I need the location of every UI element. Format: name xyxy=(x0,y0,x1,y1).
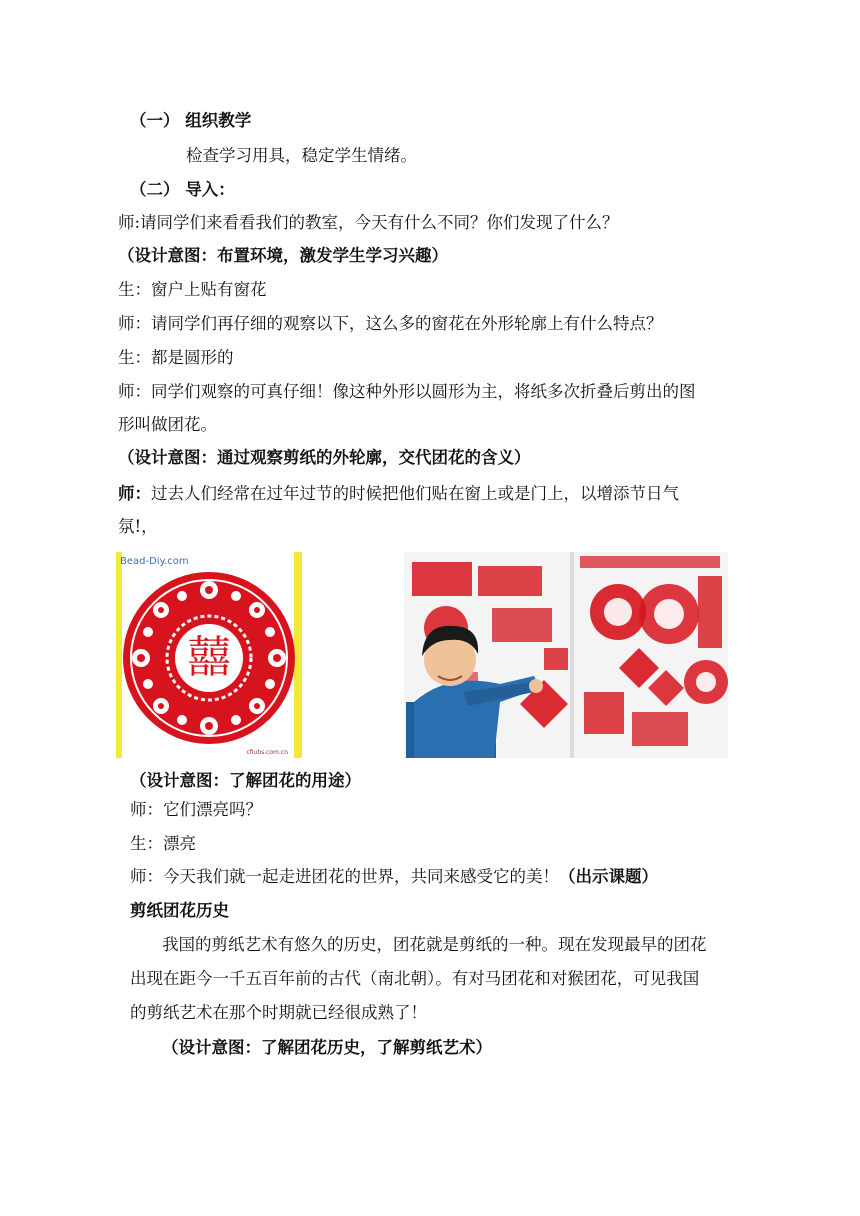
design-intent-4: （设计意图：了解团花历史，了解剪纸艺术） xyxy=(162,1038,492,1057)
watermark-top: Bead-Diy.com xyxy=(120,556,189,567)
teacher-line-3a: 师：同学们观察的可真仔细！像这种外形以圆形为主，将纸多次折叠后剪出的图 xyxy=(118,382,696,401)
teacher-line-2: 师：请同学们再仔细的观察以下，这么多的窗花在外形轮廓上有什么特点？ xyxy=(118,314,663,333)
paper-cut-wall-photo xyxy=(404,552,728,758)
section-title-intro: （二） 导入： xyxy=(130,180,235,199)
teacher-line-6-text: 师：今天我们就一起走进团花的世界，共同来感受它的美！ xyxy=(130,867,559,886)
design-intent-3: （设计意图：了解团花的用途） xyxy=(130,771,361,790)
student-line-2: 生：都是圆形的 xyxy=(118,348,234,367)
double-happiness-icon: 囍 xyxy=(187,632,231,683)
paper-cut-image-left xyxy=(116,552,302,758)
teacher-line-6 xyxy=(130,866,658,888)
student-line-3: 生：漂亮 xyxy=(130,834,196,853)
teacher-line-4a-text: 过去人们经常在过年过节的时候把他们贴在窗上或是门上，以增添节日气 xyxy=(151,484,679,503)
teacher-label: 师： xyxy=(118,484,151,503)
student-line-1: 生：窗户上贴有窗花 xyxy=(118,280,267,299)
watermark-bottom: cfiubs.com.cn xyxy=(246,749,288,756)
teacher-line-5: 师：它们漂亮吗？ xyxy=(130,800,262,819)
teacher-line-3b: 形叫做团花。 xyxy=(118,415,217,434)
show-title-note: （出示课题） xyxy=(559,867,658,886)
history-para-line-3: 的剪纸艺术在那个时期就已经很成熟了！ xyxy=(130,1003,427,1022)
section-title-organize: （一） 组织教学 xyxy=(130,111,252,130)
teacher-line-4a xyxy=(118,483,679,505)
teacher-line-1: 师:请同学们来看看我们的教室，今天有什么不同？你们发现了什么？ xyxy=(118,213,619,232)
history-heading: 剪纸团花历史 xyxy=(130,901,229,920)
history-para-line-2: 出现在距今一千五百年前的古代（南北朝）。有对马团花和对猴团花，可见我国 xyxy=(130,969,700,988)
organize-text: 检查学习用具，稳定学生情绪。 xyxy=(186,146,417,165)
design-intent-2: （设计意图：通过观察剪纸的外轮廓，交代团花的含义） xyxy=(118,448,531,467)
teacher-line-4b: 氛!， xyxy=(118,517,158,536)
history-para-line-1: 我国的剪纸艺术有悠久的历史，团花就是剪纸的一种。现在发现最早的团花 xyxy=(162,935,707,954)
design-intent-1: （设计意图：布置环境，激发学生学习兴趣） xyxy=(118,246,448,265)
